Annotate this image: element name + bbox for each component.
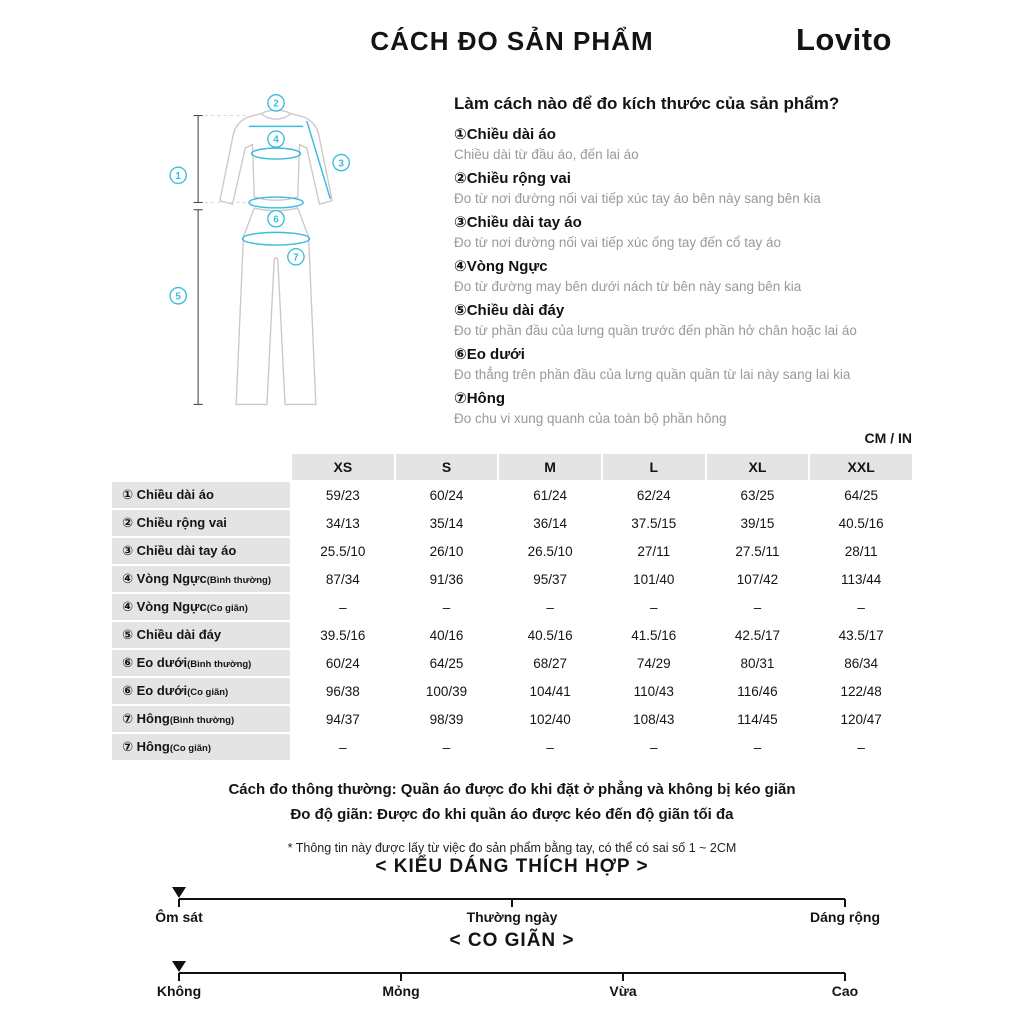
size-cell: –	[292, 594, 394, 620]
size-cell: 42.5/17	[707, 622, 809, 648]
guide-item-label: ⑥Eo dưới	[454, 346, 525, 363]
header	[0, 22, 1024, 74]
size-cell: 62/24	[603, 482, 705, 508]
size-cell: 100/39	[396, 678, 498, 704]
guide-item-desc: Đo từ đường may bên dưới nách từ bên này sang bên kia	[454, 279, 802, 294]
size-cell: –	[707, 594, 809, 620]
stretch-scale-title: < CO GIÃN >	[449, 930, 575, 951]
page-title: CÁCH ĐO SẢN PHẨM	[370, 26, 654, 56]
row-header: ① Chiều dài áo	[112, 482, 290, 508]
stretch-scale-marker	[172, 961, 186, 972]
size-cell: 37.5/15	[603, 510, 705, 536]
size-cell: 94/37	[292, 706, 394, 732]
size-cell: 104/41	[499, 678, 601, 704]
size-cell: 39.5/16	[292, 622, 394, 648]
stretch-scale-label: Mỏng	[382, 983, 420, 999]
table-row	[112, 706, 912, 732]
fit-scale-marker	[172, 887, 186, 898]
size-cell: 40/16	[396, 622, 498, 648]
size-cell: 27.5/11	[707, 538, 809, 564]
guide-item-desc: Đo chu vi xung quanh của toàn bộ phần hông	[454, 411, 727, 426]
guide-dashed-lines	[198, 116, 252, 203]
size-cell: 64/25	[396, 650, 498, 676]
fit-scale-label: Ôm sát	[155, 909, 203, 925]
size-cell: –	[810, 594, 912, 620]
note-flat-measure: Cách đo thông thường: Quần áo được đo khi đặt ở phẳng và không bị kéo giãn	[228, 781, 796, 798]
guide-question: Làm cách nào để đo kích thước của sản phẩm?	[454, 94, 840, 113]
measurement-diagram-illustration	[140, 92, 412, 418]
size-cell: 64/25	[810, 482, 912, 508]
fit-scale-tick	[178, 899, 180, 907]
size-table	[110, 452, 914, 762]
table-row	[112, 510, 912, 536]
svg-text:3: 3	[338, 158, 344, 170]
size-cell: 26/10	[396, 538, 498, 564]
diagram-wrap	[140, 92, 440, 433]
size-cell: 60/24	[396, 482, 498, 508]
table-row	[112, 594, 912, 620]
row-header: ⑦ Hông(Bình thường)	[112, 706, 290, 732]
note-stretch-measure: Đo độ giãn: Được đo khi quần áo được kéo đến độ giãn tối đa	[290, 806, 734, 823]
size-cell: 74/29	[603, 650, 705, 676]
measure-guide	[112, 92, 924, 433]
guide-item-label: ④Vòng Ngực	[454, 258, 548, 275]
garment-outline	[220, 110, 332, 404]
size-cell: 59/23	[292, 482, 394, 508]
size-cell: –	[499, 734, 601, 760]
size-cell: –	[603, 734, 705, 760]
guide-item-desc: Đo từ phần đầu của lưng quần trước đến phần hở chân hoặc lai áo	[454, 323, 857, 338]
size-cell: –	[810, 734, 912, 760]
row-header: ⑦ Hông(Co giãn)	[112, 734, 290, 760]
size-cell: 27/11	[603, 538, 705, 564]
stretch-scale-tick	[178, 973, 180, 981]
guide-item-label: ①Chiều dài áo	[454, 126, 556, 143]
stretch-scale-label: Không	[156, 983, 202, 999]
size-cell: 41.5/16	[603, 622, 705, 648]
guide-item	[454, 257, 924, 295]
unit-label: CM / IN	[864, 430, 912, 446]
size-column-header: XXL	[810, 454, 912, 480]
brand-logo: Lovito	[796, 22, 892, 57]
length-brackets	[194, 116, 203, 405]
svg-text:4: 4	[273, 134, 279, 146]
size-cell: 26.5/10	[499, 538, 601, 564]
guide-item-label: ⑤Chiều dài đáy	[454, 302, 565, 319]
measurement-lines	[242, 121, 330, 245]
size-cell: 102/40	[499, 706, 601, 732]
size-cell: 40.5/16	[810, 510, 912, 536]
notes	[0, 777, 1024, 855]
table-row	[112, 650, 912, 676]
note-disclaimer: * Thông tin này được lấy từ việc đo sản phẩm bằng tay, có thể có sai số 1 ~ 2CM	[287, 841, 737, 855]
stretch-scale-tick	[622, 973, 624, 981]
guide-item	[454, 125, 924, 163]
fit-scale-tick	[844, 899, 846, 907]
guide-item-label: ②Chiều rộng vai	[454, 170, 571, 187]
fit-scale-label: Thường ngày	[466, 909, 558, 925]
guide-item	[454, 213, 924, 251]
fit-scale-label: Dáng rộng	[810, 909, 880, 925]
size-cell: 25.5/10	[292, 538, 394, 564]
size-cell: 35/14	[396, 510, 498, 536]
table-row	[112, 482, 912, 508]
size-cell: –	[396, 594, 498, 620]
guide-item-desc: Đo từ nơi đường nối vai tiếp xúc ống tay đến cổ tay áo	[454, 235, 781, 250]
size-cell: 87/34	[292, 566, 394, 592]
size-cell: 120/47	[810, 706, 912, 732]
size-cell: –	[707, 734, 809, 760]
size-cell: 34/13	[292, 510, 394, 536]
size-column-header: M	[499, 454, 601, 480]
size-column-header: XS	[292, 454, 394, 480]
size-cell: 113/44	[810, 566, 912, 592]
stretch-scale-label: Vừa	[609, 983, 637, 999]
row-header: ④ Vòng Ngực(Co giãn)	[112, 594, 290, 620]
size-cell: 63/25	[707, 482, 809, 508]
size-column-header: XL	[707, 454, 809, 480]
table-row	[112, 678, 912, 704]
guide-item-desc: Đo thẳng trên phần đầu của lưng quần quần từ lai này sang lai kia	[454, 367, 851, 382]
guide-item-desc: Đo từ nơi đường nối vai tiếp xúc tay áo bên này sang bên kia	[454, 191, 821, 206]
svg-text:2: 2	[273, 98, 279, 110]
size-cell: 91/36	[396, 566, 498, 592]
stretch-scale-tick	[400, 973, 402, 981]
size-cell: 60/24	[292, 650, 394, 676]
guide-item-desc: Chiều dài từ đầu áo, đến lai áo	[454, 147, 639, 162]
size-cell: 61/24	[499, 482, 601, 508]
table-row	[112, 566, 912, 592]
row-header: ④ Vòng Ngực(Bình thường)	[112, 566, 290, 592]
svg-text:6: 6	[273, 214, 279, 226]
size-cell: 101/40	[603, 566, 705, 592]
fit-scale-title: < KIỂU DÁNG THÍCH HỢP >	[375, 856, 649, 877]
stretch-scale-tick	[844, 973, 846, 981]
size-cell: 28/11	[810, 538, 912, 564]
size-cell: 80/31	[707, 650, 809, 676]
size-column-header: L	[603, 454, 705, 480]
stretch-scale-label: Cao	[831, 983, 859, 999]
stretch-scale	[156, 964, 859, 999]
size-cell: –	[396, 734, 498, 760]
guide-item-label: ③Chiều dài tay áo	[454, 214, 582, 231]
size-cell: 40.5/16	[499, 622, 601, 648]
size-cell: 108/43	[603, 706, 705, 732]
table-row	[112, 734, 912, 760]
fit-scale-tick	[511, 899, 513, 907]
guide-item	[454, 301, 924, 339]
size-cell: 114/45	[707, 706, 809, 732]
measure-guide-list	[454, 125, 924, 427]
size-cell: 86/34	[810, 650, 912, 676]
fit-scale-section	[0, 856, 1024, 924]
guide-item-label: ⑦Hông	[454, 390, 506, 407]
row-header: ③ Chiều dài tay áo	[112, 538, 290, 564]
svg-text:5: 5	[175, 291, 181, 303]
size-cell: –	[499, 594, 601, 620]
stretch-scale-line	[179, 972, 845, 974]
size-cell: 43.5/17	[810, 622, 912, 648]
row-header: ⑥ Eo dưới(Co giãn)	[112, 678, 290, 704]
size-cell: 36/14	[499, 510, 601, 536]
size-cell: 122/48	[810, 678, 912, 704]
size-cell: 96/38	[292, 678, 394, 704]
size-table-body	[112, 482, 912, 760]
size-cell: 39/15	[707, 510, 809, 536]
row-header: ② Chiều rộng vai	[112, 510, 290, 536]
fit-scale	[155, 890, 880, 925]
guide-item	[454, 345, 924, 383]
size-table-header-row	[112, 454, 912, 480]
size-column-header: S	[396, 454, 498, 480]
guide-item	[454, 169, 924, 207]
size-cell: 95/37	[499, 566, 601, 592]
table-row	[112, 538, 912, 564]
size-cell: 110/43	[603, 678, 705, 704]
stretch-scale-section	[0, 930, 1024, 998]
svg-text:7: 7	[293, 252, 299, 264]
size-cell: –	[292, 734, 394, 760]
row-header: ⑥ Eo dưới(Bình thường)	[112, 650, 290, 676]
guide-item	[454, 389, 924, 427]
svg-text:1: 1	[175, 170, 181, 182]
row-header: ⑤ Chiều dài đáy	[112, 622, 290, 648]
table-corner-cell	[112, 454, 290, 480]
size-cell: 98/39	[396, 706, 498, 732]
table-row	[112, 622, 912, 648]
size-cell: 68/27	[499, 650, 601, 676]
instructions	[440, 92, 924, 433]
size-cell: 116/46	[707, 678, 809, 704]
size-cell: –	[603, 594, 705, 620]
size-cell: 107/42	[707, 566, 809, 592]
